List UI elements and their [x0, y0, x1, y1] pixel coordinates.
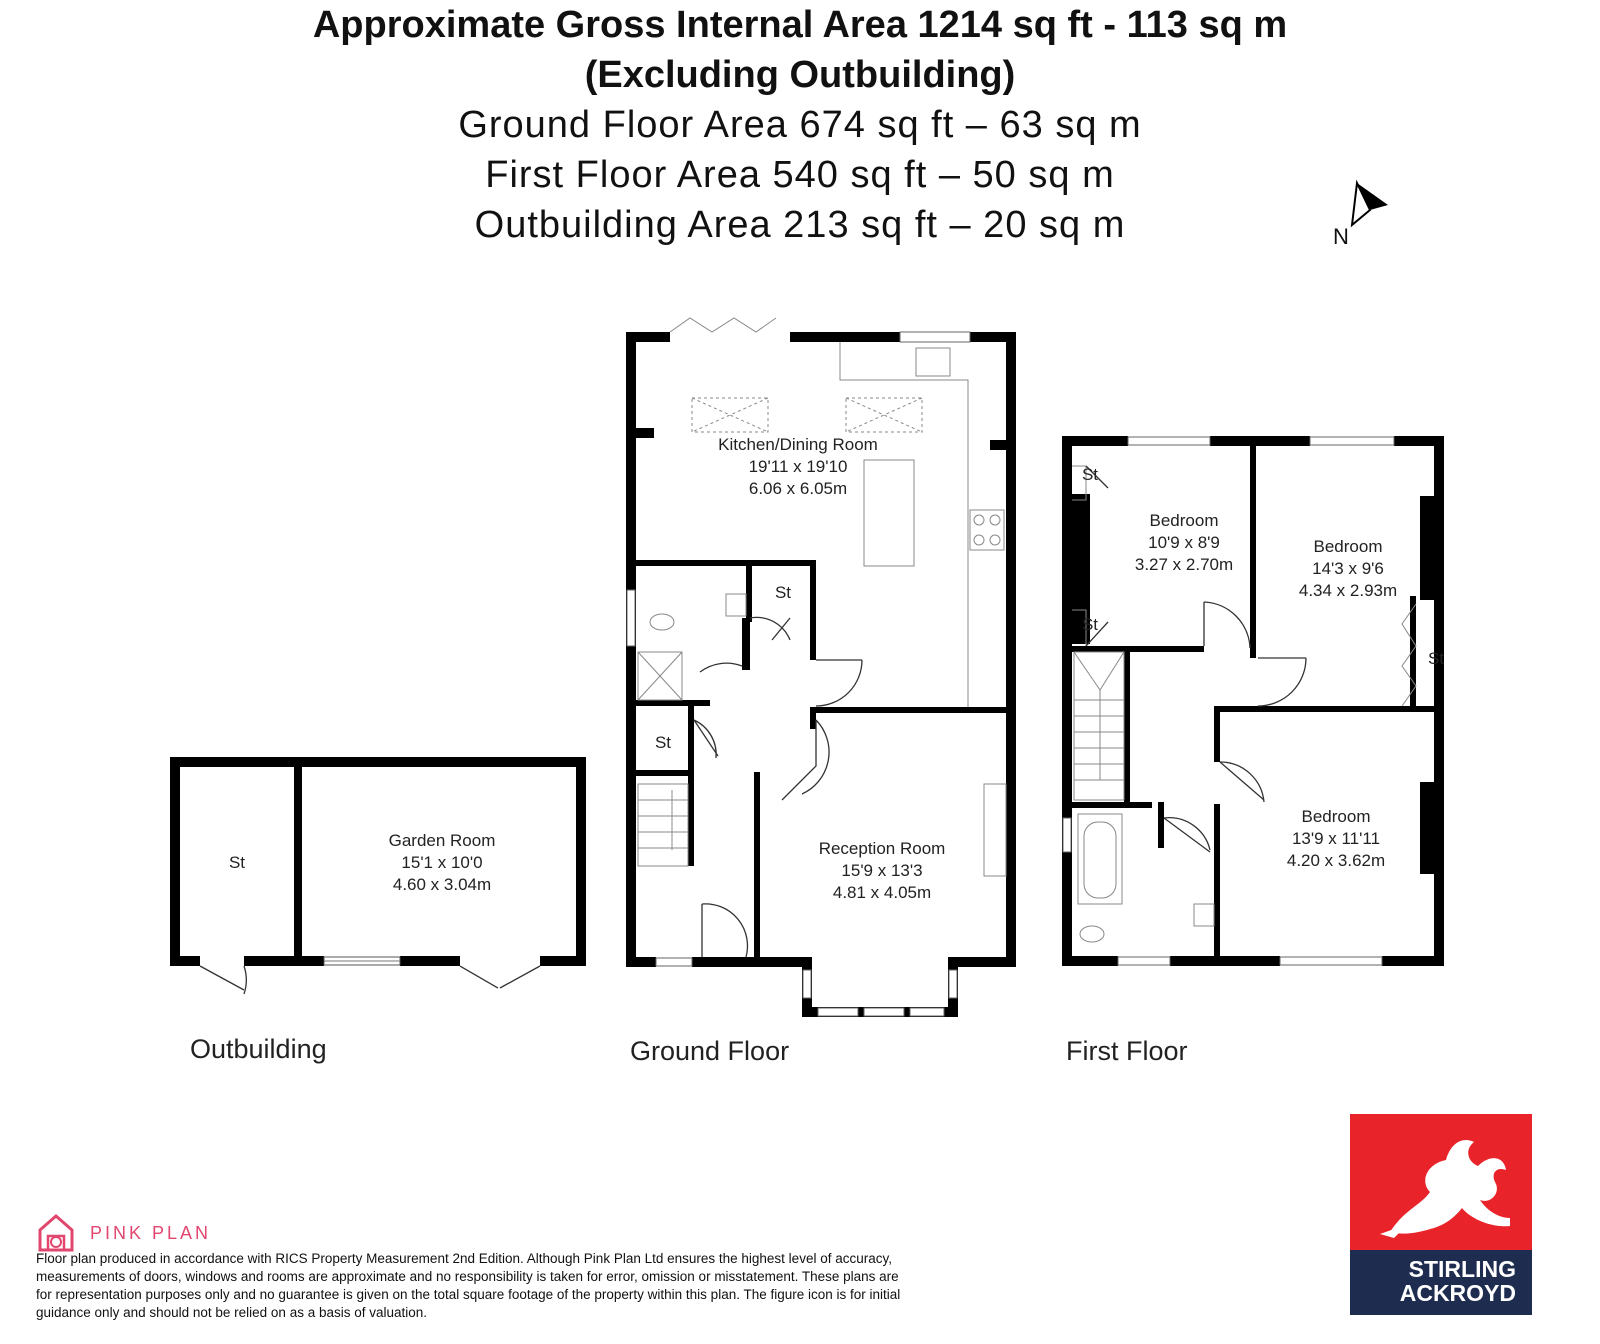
outbuilding-area: Outbuilding Area 213 sq ft – 20 sq m — [474, 204, 1126, 246]
bedroom-3-label — [1287, 807, 1385, 870]
agency-name-line1: STIRLING — [1408, 1256, 1516, 1282]
garden-room-metric: 4.60 x 3.04m — [392, 875, 492, 894]
garden-room-name: Garden Room — [388, 831, 496, 850]
first-floor-area: First Floor Area 540 sq ft – 50 sq m — [485, 154, 1115, 196]
excluding-note: (Excluding Outbuilding) — [584, 54, 1016, 96]
reception-name: Reception Room — [818, 839, 946, 858]
bedroom-3-imperial: 13'9 x 11'11 — [1291, 829, 1381, 848]
bedroom-1-metric: 3.27 x 2.70m — [1134, 555, 1234, 574]
reception-room-label — [819, 839, 946, 902]
kitchen-metric: 6.06 x 6.05m — [748, 479, 848, 498]
floor-label-outbuilding: Outbuilding — [190, 1034, 327, 1064]
storage-label-first-b: St — [1081, 615, 1099, 634]
reception-imperial: 15'9 x 13'3 — [841, 861, 923, 880]
storage-label-ground-upper: St — [774, 583, 792, 602]
logo-navy-panel — [1350, 1250, 1532, 1315]
first-floor-windows — [1063, 437, 1394, 965]
compass-north-label: N — [1333, 224, 1349, 249]
storage-label-outbuilding: St — [228, 853, 246, 872]
bedroom-3-metric: 4.20 x 3.62m — [1286, 851, 1386, 870]
bedroom-3-name: Bedroom — [1301, 807, 1371, 826]
garden-room-imperial: 15'1 x 10'0 — [401, 853, 483, 872]
bedroom-1-name: Bedroom — [1149, 511, 1219, 530]
stirling-ackroyd-logo — [1350, 1114, 1532, 1315]
floor-label-ground: Ground Floor — [630, 1036, 790, 1066]
floor-label-first: First Floor — [1066, 1036, 1188, 1066]
kitchen-name: Kitchen/Dining Room — [718, 435, 878, 454]
griffin-icon — [1350, 1114, 1532, 1250]
pink-plan-brand — [36, 1212, 211, 1254]
outbuilding-doors — [200, 966, 540, 994]
garden-room-label — [389, 831, 496, 894]
bedroom-1-label — [1135, 511, 1233, 574]
logo-red-panel — [1350, 1114, 1532, 1250]
ground-floor-area: Ground Floor Area 674 sq ft – 63 sq m — [458, 104, 1142, 146]
storage-label-ground-lower: St — [654, 733, 672, 752]
bedroom-2-metric: 4.34 x 2.93m — [1298, 581, 1398, 600]
agency-name-line2: ACKROYD — [1399, 1280, 1516, 1306]
ground-floor-doors — [694, 617, 862, 957]
bedroom-1-imperial: 10'9 x 8'9 — [1148, 533, 1220, 552]
bedroom-2-label — [1299, 537, 1397, 600]
pink-plan-name: PINK PLAN — [90, 1222, 212, 1243]
pink-plan-house-icon — [36, 1212, 76, 1254]
gross-area-title: Approximate Gross Internal Area 1214 sq ft - 113 sq m — [312, 4, 1288, 46]
compass-icon — [1333, 183, 1388, 249]
kitchen-dining-label — [718, 435, 878, 498]
outbuilding-window — [324, 957, 400, 965]
disclaimer-text: Floor plan produced in accordance with RICS Property Measurement 2nd Edition. Although Pink Plan Ltd ensures the highest level of accuracy, measurements of doors, windows and rooms are approximate and no responsibility is taken for error, omission or misstatement. These plans are for representation purposes only and no guarantee is given on the total square footage of the property within this plan. The figure icon is for initial guidance only and should not be relied on as a basis of valuation. — [36, 1251, 901, 1320]
kitchen-imperial: 19'11 x 19'10 — [748, 457, 848, 476]
bedroom-2-name: Bedroom — [1313, 537, 1383, 556]
storage-label-first-c: St — [1427, 649, 1445, 668]
first-floor-walls — [1062, 436, 1444, 966]
reception-metric: 4.81 x 4.05m — [832, 883, 932, 902]
bedroom-2-imperial: 14'3 x 9'6 — [1312, 559, 1384, 578]
storage-label-first-a: St — [1081, 465, 1099, 484]
storage-labels — [229, 465, 1444, 872]
